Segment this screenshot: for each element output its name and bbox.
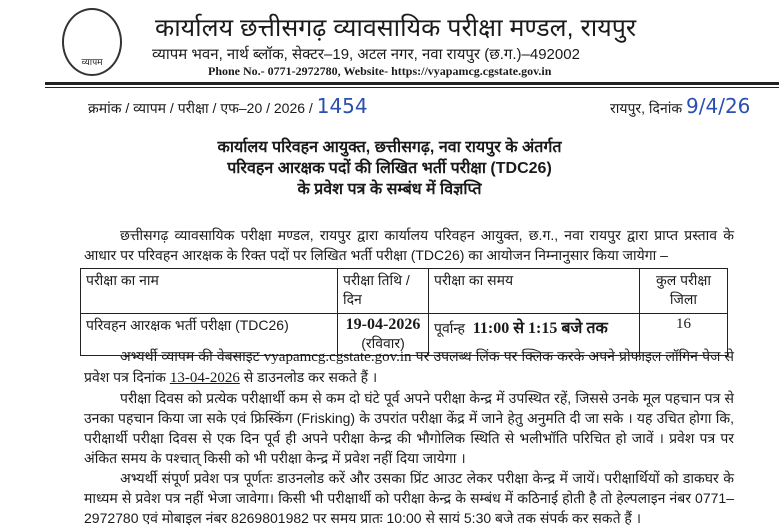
header-cell: परीक्षा का नाम <box>81 269 338 314</box>
download-date: 13-04-2026 <box>169 370 240 386</box>
header-cell: परीक्षा तिथि / दिन <box>338 269 429 314</box>
table-header-row <box>81 269 728 314</box>
notice-heading <box>0 137 779 200</box>
place-label: रायपुर, दिनांक <box>610 100 683 116</box>
exam-schedule-table <box>80 268 728 356</box>
header-divider <box>45 82 779 88</box>
helpline-paragraph: अभ्यर्थी संपूर्ण प्रवेश पत्र पूर्णतः डाउनलोड करें और उसका प्रिंट आउट लेकर परीक्षा केन्द्र में जायें। परीक्षार्थियों को डाकघर के माध्यम से प्रवेश पत्र नहीं भेजा जावेगा। किसी भी परीक्षार्थी को परीक्षा केन्द्र के सम्बंध में कठिनाई होती है तो हेल्पलाइन नंबर 0771–2972780 एवं मोबाइल नंबर 8269801982 पर समय प्रातः 10:00 से सायं 5:30 बजे तक संपर्क कर सकते हैं । <box>84 470 734 526</box>
instructions-paragraph: परीक्षा दिवस को प्रत्येक परीक्षार्थी कम से कम दो घंटे पूर्व अपने परीक्षा केन्द्र में उपस्थित रहें, जिससे उनके मूल पहचान पत्र से उनका पहचान किया जा सके एवं फ्रिस्किंग (Frisking) के उपरांत परीक्षा केंद्र में जाने हेतु अनुमति दी जा सके । यह उचित होगा कि, परीक्षार्थी परीक्षा दिवस से एक दिन पूर्व ही अपने परीक्षा केन्द्र की भौगोलिक स्थिति से भलीभॉति परिचित हो जावें । प्रवेश पत्र पर अंकित समय के पश्चात् किसी को भी परीक्षा केन्द्र में प्रवेश नहीं दिया जायेगा । <box>84 390 734 466</box>
header-cell: कुल परीक्षा जिला <box>640 269 728 314</box>
office-address: व्यापम भवन, नार्थ ब्लॉक, सेक्टर–19, अटल नगर, नवा रायपुर (छ.ग.)–492002 <box>152 46 580 63</box>
reference-prefix: क्रमांक / व्यापम / परीक्षा / एफ–20 / 2026 / <box>88 100 313 116</box>
office-title: कार्यालय छत्तीसगढ़ व्यावसायिक परीक्षा मण्डल, रायपुर <box>155 14 637 42</box>
text: पर उपलब्ध लिंक पर क्लिक करके अपने प्रोफाइल लॉगिन पेज से प्रवेश पत्र दिनांक <box>84 348 735 385</box>
place-date <box>610 94 750 118</box>
heading-line: परिवहन आरक्षक पदों की लिखित भर्ती परीक्षा (TDC26) <box>227 160 552 177</box>
district-count: 16 <box>640 314 728 356</box>
download-paragraph <box>84 346 734 388</box>
exam-date: 19-04-2026 <box>345 316 421 333</box>
logo-text: व्यापम <box>81 57 103 67</box>
exam-time: 11:00 से 1:15 बजे तक <box>472 320 608 337</box>
vyapam-logo <box>62 8 122 76</box>
text: अभ्यर्थी व्यापम की वेबसाइट <box>120 348 260 364</box>
office-contact: Phone No.- 0771-2972780, Website- https://vyapamcg.cgstate.gov.in <box>208 64 552 78</box>
intro-paragraph: छत्तीसगढ़ व्यावसायिक परीक्षा मण्डल, रायपुर द्वारा कार्यालय परिवहन आयुक्त, छ.ग., नवा रायपुर द्वारा प्राप्त प्रस्ताव के आधार पर परिवहन आरक्षक के रिक्त पदों पर लिखित भर्ती परीक्षा (TDC26) का आयोजन निम्नानुसार किया जायेगा – <box>84 227 734 263</box>
time-prefix: पूर्वान्ह <box>434 320 465 336</box>
exam-name: परिवहन आरक्षक भर्ती परीक्षा (TDC26) <box>81 314 338 356</box>
website-link[interactable]: vyapamcg.cgstate.gov.in <box>263 349 412 365</box>
text: से डाउनलोड कर सकते हैं । <box>243 369 378 385</box>
header-cell: परीक्षा का समय <box>429 269 640 314</box>
body-paragraphs <box>84 346 734 528</box>
exam-day: (रविवार) <box>361 335 405 351</box>
heading-line: के प्रवेश पत्र के सम्बंध में विज्ञप्ति <box>297 181 482 198</box>
handwritten-number: 1454 <box>316 94 368 118</box>
handwritten-date: 9/4/26 <box>686 94 751 118</box>
reference-number <box>88 94 368 118</box>
heading-line: कार्यालय परिवहन आयुक्त, छत्तीसगढ़, नवा रायपुर के अंतर्गत <box>217 139 562 156</box>
